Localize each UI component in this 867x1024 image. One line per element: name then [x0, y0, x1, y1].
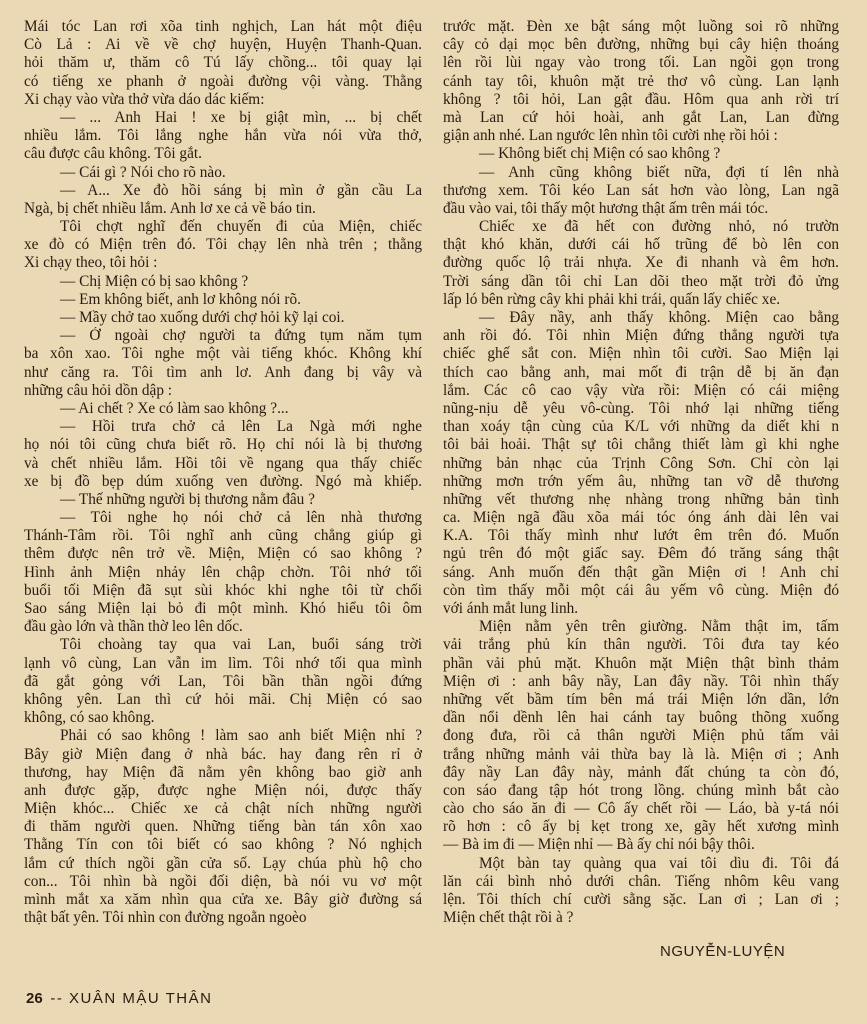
right-column [443, 18, 839, 927]
text-line: nũng-nịu dễ yêu vô-cùng. Tôi nhớ lại những tiếng [443, 399, 839, 417]
text-line: Xi chạy theo, tôi hỏi : [24, 254, 158, 272]
text-line: thương, hay Miện đã nằm yên không bao giờ anh [24, 763, 422, 781]
text-line: ca. Miện ngã đầu xõa mái tóc óng ánh dài lên vai [443, 509, 839, 527]
text-line: đầu gào lớn và thần thờ leo lên dốc. [24, 618, 243, 636]
text-line: đã gắt gỏng với Lan, Tôi bần thần ngồi đứng [24, 672, 422, 690]
text-line: hỏi thăm ư, thăm cô Tú lấy chồng... tôi quay lại [24, 54, 422, 72]
text-line: anh được gặp, được nghe Miện nói, được thấy [24, 781, 422, 799]
text-line: Ngà, bị chết nhiều lắm. Anh lơ xe cả về báo tin. [24, 199, 316, 217]
text-line: — Hồi trưa chở cả lên La Ngà mới nghe [60, 418, 422, 436]
text-line: những bản nhạc của Trịnh Công Sơn. Chỉ còn lại [443, 454, 839, 472]
text-line: những mơn trớn yếm âu, những tan vỡ dễ thương [443, 472, 839, 490]
text-line: xe bị đồ bẹp dúm xuống ven đường. Ngó mà khiếp. [24, 472, 422, 490]
text-line: — Em không biết, anh lơ không nói rõ. [60, 290, 301, 308]
text-line: lện. Tôi thích chí cười sằng sặc. Lan ơi ; Lan ơi ; [443, 891, 839, 908]
text-line: đong đưa, rồi cả thân người Miện phủ tấm vải [443, 727, 839, 745]
text-line: Miện ơi : anh bây nầy, Lan đây nầy. Tôi nhìn thấy [443, 672, 839, 690]
text-line: Tôi choàng tay qua vai Lan, buổi sáng trời [60, 636, 422, 654]
text-line: — A... Xe đò hồi sáng bị mìn ở gần cầu La [60, 181, 422, 199]
text-line: Cò Lả : Ai về về chợ huyện, Huyện Thanh-Quan. [24, 36, 422, 54]
text-line: cánh tay tôi, khuôn mặt trẻ thơ vô cùng. Lan lạnh [443, 72, 839, 90]
text-line: rõ hơn : cô ấy bị kẹt trong xe, gãy hết xương mình [443, 818, 839, 836]
text-line: mà Lan cứ hỏi hoài, anh gắt Lan, Lan đừng [443, 108, 839, 126]
page-number: 26 [26, 990, 43, 1007]
text-line: — Không biết chị Miện có sao không ? [479, 145, 721, 163]
text-line: Thằng Tín con tôi biết có sao không ? Nó nghịch [24, 836, 422, 854]
text-line: — Tôi nghe họ nói chở cả lên nhà thương [60, 509, 422, 527]
text-line: đây nầy Lan đây này, mảnh đất chúng ta còn đó, [443, 763, 839, 781]
publication-title: XUÂN MẬU THÂN [69, 990, 213, 1007]
text-line: than xoáy tận cùng của K/L với những da diết khi n [443, 418, 839, 436]
text-line: họ nói tôi cũng chưa biết rõ. Họ chỉ nói là bị thương [24, 436, 422, 454]
text-line: — Cái gì ? Nói cho rõ nào. [60, 163, 226, 181]
text-line: Hình ảnh Miện nhảy lên chập chờn. Tôi nhớ tối [24, 563, 422, 581]
text-line: không ? tôi hỏi, Lan gật đầu. Hôm qua anh rời trí [443, 90, 839, 108]
text-line: trắng những mảnh vải thừa bay là là. Miện ơi ; Anh [443, 745, 839, 763]
text-line: những câu hỏi dồn dập : [24, 381, 173, 399]
text-line: chiếc ghế sắt con. Miện nhìn tôi cười. Sao Miện lại [443, 345, 839, 363]
text-line: vải trắng phủ kín thân người. Tôi đưa tay kéo [443, 636, 839, 654]
text-line: — Mầy chở tao xuống dưới chợ hỏi kỹ lại coi. [60, 309, 345, 326]
text-line: — Anh cũng không biết nữa, đợi tí lên nhà [479, 163, 839, 181]
text-line: — Bà im đi — Miện nhỉ — Bà ấy chỉ nói bậy thôi. [443, 836, 755, 854]
text-line: nhiều lắm. Tôi lắng nghe hắn vừa nói vừa thở, [24, 127, 422, 145]
text-line: còn tìm thấy mỗi một cái âu yếm vô cùng. Miện đó [443, 581, 839, 599]
text-line: tôi bải hoải. Thật sự tôi chẳng thiết làm gì khi nghe [443, 436, 839, 454]
text-line: con... Tôi nhìn bà ngồi đối diện, bà nói vu vơ một [24, 872, 422, 890]
text-line: lăn cái bình nhỏ dưới chân. Tiếng nhôm kêu vang [443, 872, 839, 890]
text-line: Xi chạy vào vừa thở vừa dáo dác kiếm: [24, 90, 265, 108]
text-line: Bây giờ Miện đang ở nhà bác. hay đang rên rỉ ở [24, 745, 422, 763]
footer-separator: -- [50, 990, 64, 1007]
text-line: với ánh mắt lung linh. [443, 600, 579, 617]
text-line: có tiếng xe phanh ở ngoài đường vội vàng. Thằng [24, 72, 422, 90]
text-line: Tôi chợt nghĩ đến chuyến đi của Miện, chiếc [60, 218, 422, 236]
text-line: lắm cứ thích ngồi gần cửa số. Lạy chúa phù hộ cho [24, 854, 422, 872]
text-line: thêm được nên trở về. Miện, Miện có sao không ? [24, 545, 422, 563]
text-line: — ... Anh Hai ! xe bị giật mìn, ... bị chết [60, 108, 422, 126]
text-line: thích cao bằng anh, mai mốt đi trận dễ bị ăn đạn [443, 363, 839, 381]
text-line: lấp ló bên rừng cây khi phải khi trái, quấn lấy chiếc xe. [443, 290, 781, 308]
text-line: dần nổi dềnh lên hai cánh tay buông thõng xuống [443, 709, 839, 727]
text-line: sáng. Anh muốn đến thật gần Miện ơi ! Anh chỉ [443, 563, 839, 581]
text-line: đầu vào vai, tôi thấy một hương thật ấm trên mái tóc. [443, 199, 769, 217]
text-line: cào cho sáo ăn đi — Cô ấy chết rồi — Láo, bà y-tá nói [443, 800, 839, 818]
text-line: lắm. Các cô cao vậy vừa rồi: Miện có cái miệng [443, 381, 839, 399]
text-line: con sáo đang tập hót trong lồng. chúng mình bắt cào [443, 781, 839, 799]
text-line: mình mắt xa xăm nhìn qua cửa xe. Bây giờ đường sá [24, 891, 422, 908]
text-line: — Ai chết ? Xe có làm sao không ?... [60, 399, 289, 417]
text-line: không yên. Lan thì cứ hỏi mãi. Chị Miện có sao [24, 690, 422, 708]
text-line: Phải có sao không ! làm sao anh biết Miện nhỉ ? [60, 727, 422, 745]
text-line: Một bàn tay quàng qua vai tôi dìu đi. Tôi đá [479, 854, 839, 872]
text-line: những vết thương nhẹ nhàng trong những bản tình [443, 490, 839, 508]
text-line: xe đò có Miện trên đó. Tôi chạy lên nhà trên ; thằng [24, 236, 422, 254]
text-line: Miện nằm yên trên giường. Nằm thật im, tấm [479, 618, 839, 636]
text-line: ba xôn xao. Tôi nghe một vài tiếng khóc. Không khí [24, 345, 422, 363]
text-line: cây cỏ dại mọc bên đường, những bụi cây hiện thoáng [443, 36, 839, 54]
text-line: K.A. Tôi thấy mình như lướt êm trên đó. Muốn [443, 527, 839, 545]
left-column [24, 18, 422, 927]
text-line: Chiếc xe đã hết con đường nhỏ, nó trườn [479, 218, 839, 236]
text-line: trước mặt. Đèn xe bật sáng một luồng soi rõ những [443, 18, 839, 35]
text-line: thật khó khăn, dưới cái hố trũng để bò lên con [443, 236, 839, 254]
text-line: anh rồi đó. Tôi nhìn Miện đứng thẳng người tựa [443, 327, 839, 345]
text-line: Trời sáng dần tôi chỉ Lan dõi theo mặt trời đỏ ửng [443, 272, 839, 290]
text-line: lên rồi lùi ngay vào trong tối. Lan ngồi gọn trong [443, 54, 839, 72]
text-line: phần vải phủ mặt. Khuôn mặt Miện thật bình thảm [443, 654, 839, 672]
text-line: và chết nhiều lắm. Hồi tôi về ngang qua thấy chiếc [24, 454, 422, 472]
text-line: như căng ra. Tôi tìm anh lơ. Anh đang bị vây và [24, 363, 422, 381]
text-line: ngủ trên đó một giấc say. Đêm đó trăng sáng thật [443, 545, 839, 563]
text-line: Miện chết thật rồi à ? [443, 909, 574, 927]
text-line: thương xem. Tôi kéo Lan sát hơn vào lòng, Lan ngã [443, 181, 839, 199]
author-signature: NGUYỄN-LUYỆN [660, 943, 786, 960]
text-line: Mái tóc Lan rơi xõa tinh nghịch, Lan hát một điệu [24, 18, 422, 35]
text-line: giận anh nhé. Lan ngước lên nhìn tôi cười nhẹ rồi hỏi : [443, 127, 778, 145]
text-line: Sao sáng Miện lại bỏ đi một mình. Khó hiểu tôi ôm [24, 600, 422, 617]
text-line: Thánh-Tâm rồi. Tôi nghĩ anh cũng chẳng giúp gì [24, 527, 422, 545]
text-line: — Chị Miện có bị sao không ? [60, 272, 249, 290]
text-line: buổi tối Miện đã sụt sùi khóc khi nghe tôi từ chối [24, 581, 422, 599]
text-line: đường quốc lộ trải nhựa. Xe đi nhanh và êm hơn. [443, 254, 839, 272]
text-line: lạnh vô cùng, Lan vẫn im lìm. Tôi nhớ tối qua mình [24, 654, 422, 672]
text-line: — Thế những người bị thương nằm đâu ? [60, 490, 315, 508]
page-footer [26, 990, 212, 1007]
text-line: câu được câu không. Tôi gắt. [24, 145, 202, 163]
text-line: đi thăm người quen. Những tiếng bàn tán xôn xao [24, 818, 422, 836]
text-line: thật bất yên. Tôi nhìn con đường ngoằn ngoèo [24, 909, 307, 927]
text-line: những vết bầm tím bên má trái Miện lớn dần, lớn [443, 690, 839, 708]
text-line: — Đây nầy, anh thấy không. Miện cao bằng [479, 309, 839, 326]
text-line: Miện khóc... Chiếc xe cả chật ních những người [24, 800, 422, 818]
text-line: không, có sao không. [24, 709, 155, 727]
text-line: — Ở ngoài chợ người ta đứng tụm năm tụm [60, 327, 422, 345]
